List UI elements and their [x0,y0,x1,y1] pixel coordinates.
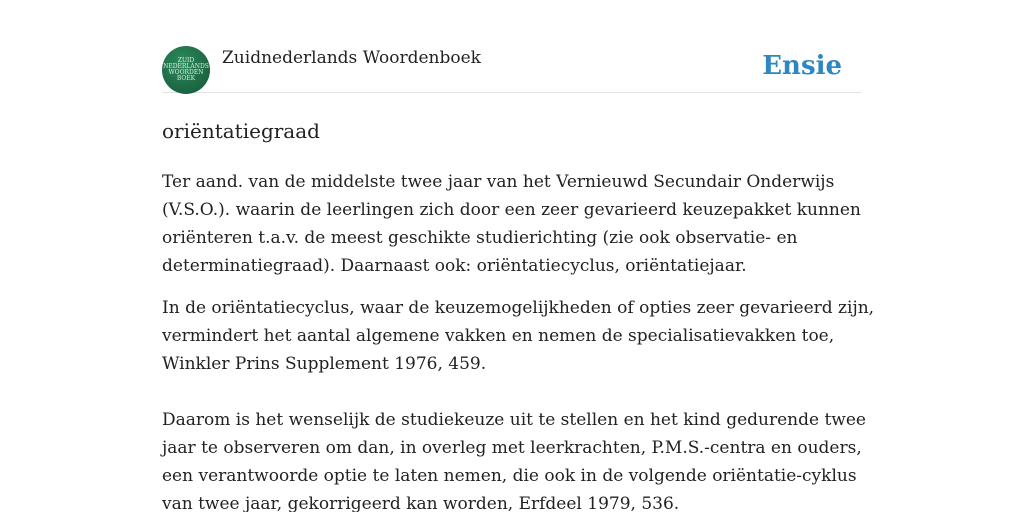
definition-line: (V.S.O.). waarin de leerlingen zich door een zeer gevarieerd keuzepakket kunnen [162,200,861,220]
definition-line: Ter aand. van de middelste twee jaar van het Vernieuwd Secundair Onderwijs [162,172,835,192]
definition-paragraph [162,168,862,280]
logo-text-line: BOEK [176,75,196,82]
quote-paragraph-2 [162,406,866,512]
logo-text-line: WOORDEN [168,69,204,76]
quote-line: Daarom is het wenselijk de studiekeuze uit te stellen en het kind gedurende twee [162,410,866,430]
site-logo[interactable] [162,46,210,94]
quote-line: een verantwoorde optie te laten nemen, die ook in de volgende oriëntatie-cyklus [162,466,857,486]
ensie-brand-logo[interactable]: Ensie [762,51,842,81]
logo-text-line: NEDERLANDS [163,63,209,70]
quote-line: vermindert het aantal algemene vakken en nemen de specialisatievakken toe, [162,326,835,346]
quote-line: van twee jaar, gekorrigeerd kan worden, Erfdeel 1979, 536. [162,494,680,512]
quote-spacer [162,388,862,406]
definition-line: determinatiegraad). Daarnaast ook: oriëntatiecyclus, oriëntatiejaar. [162,256,747,276]
quote-line: In de oriëntatiecyclus, waar de keuzemogelijkheden of opties zeer gevarieerd zijn, [162,298,875,318]
quote-paragraph-1 [162,294,875,378]
entry-term: oriëntatiegraad [162,119,320,143]
site-name-link[interactable]: Zuidnederlands Woordenboek [222,48,481,68]
quote-line: Winkler Prins Supplement 1976, 459. [162,354,487,374]
site-header [162,46,862,93]
definition-line: oriënteren t.a.v. de meest geschikte studierichting (zie ook observatie- en [162,228,798,248]
entry-content [162,168,875,512]
quote-line: jaar te observeren om dan, in overleg met leerkrachten, P.M.S.-centra en ouders, [162,438,862,458]
logo-text-line: ZUID [177,57,195,64]
